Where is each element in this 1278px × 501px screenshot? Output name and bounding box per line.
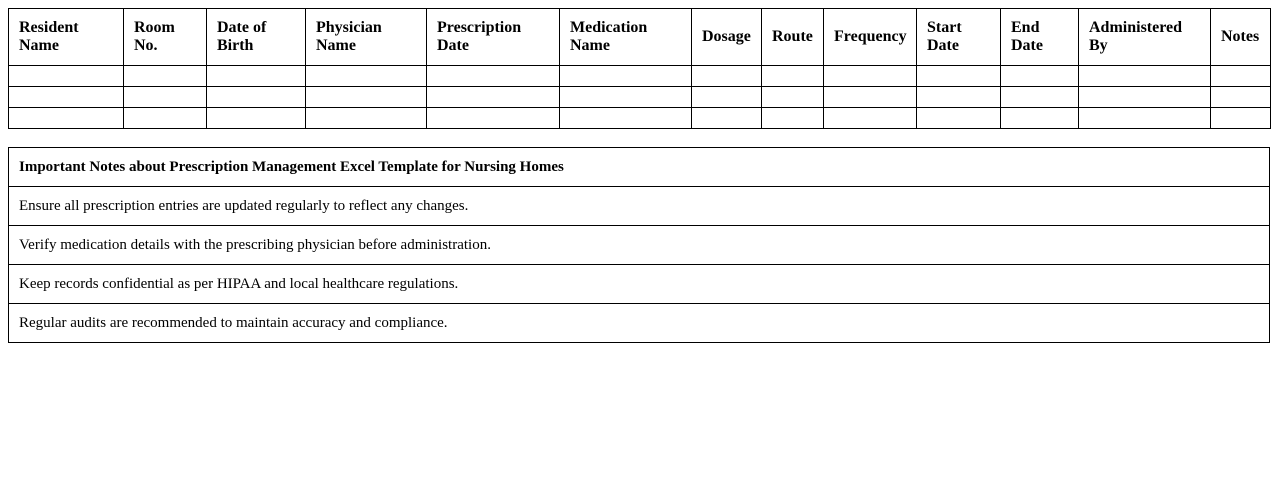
table-cell[interactable] <box>9 87 124 108</box>
notes-table <box>8 147 1270 343</box>
table-cell[interactable] <box>1211 108 1271 129</box>
column-header-medication-name: Medication Name <box>560 9 692 66</box>
table-cell[interactable] <box>1001 108 1079 129</box>
column-header-start-date: Start Date <box>917 9 1001 66</box>
table-cell[interactable] <box>306 108 427 129</box>
note-item: Verify medication details with the prescribing physician before administration. <box>9 226 1270 265</box>
table-cell[interactable] <box>692 66 762 87</box>
table-cell[interactable] <box>560 66 692 87</box>
column-header-frequency: Frequency <box>824 9 917 66</box>
column-header-administered-by: Administered By <box>1079 9 1211 66</box>
table-cell[interactable] <box>917 66 1001 87</box>
table-cell[interactable] <box>306 66 427 87</box>
table-cell[interactable] <box>824 87 917 108</box>
table-cell[interactable] <box>1001 87 1079 108</box>
column-header-date-of-birth: Date of Birth <box>207 9 306 66</box>
table-row <box>9 108 1271 129</box>
table-row <box>9 66 1271 87</box>
table-cell[interactable] <box>762 108 824 129</box>
table-cell[interactable] <box>824 108 917 129</box>
table-cell[interactable] <box>207 66 306 87</box>
table-cell[interactable] <box>560 87 692 108</box>
column-header-route: Route <box>762 9 824 66</box>
table-cell[interactable] <box>1079 87 1211 108</box>
note-row <box>9 226 1270 265</box>
table-cell[interactable] <box>9 66 124 87</box>
table-cell[interactable] <box>762 87 824 108</box>
column-header-dosage: Dosage <box>692 9 762 66</box>
column-header-end-date: End Date <box>1001 9 1079 66</box>
prescription-table <box>8 8 1271 129</box>
table-cell[interactable] <box>824 66 917 87</box>
table-cell[interactable] <box>124 66 207 87</box>
table-cell[interactable] <box>427 87 560 108</box>
note-item: Regular audits are recommended to maintain accuracy and compliance. <box>9 304 1270 343</box>
table-cell[interactable] <box>917 87 1001 108</box>
note-row <box>9 304 1270 343</box>
table-cell[interactable] <box>1079 66 1211 87</box>
table-cell[interactable] <box>207 87 306 108</box>
note-item: Ensure all prescription entries are updated regularly to reflect any changes. <box>9 187 1270 226</box>
column-header-room-no: Room No. <box>124 9 207 66</box>
table-cell[interactable] <box>917 108 1001 129</box>
column-header-prescription-date: Prescription Date <box>427 9 560 66</box>
table-cell[interactable] <box>1211 87 1271 108</box>
table-cell[interactable] <box>124 87 207 108</box>
table-cell[interactable] <box>427 108 560 129</box>
table-cell[interactable] <box>692 87 762 108</box>
table-cell[interactable] <box>124 108 207 129</box>
table-cell[interactable] <box>1079 108 1211 129</box>
table-cell[interactable] <box>306 87 427 108</box>
note-row <box>9 187 1270 226</box>
header-row <box>9 9 1271 66</box>
column-header-notes: Notes <box>1211 9 1271 66</box>
table-cell[interactable] <box>1211 66 1271 87</box>
table-row <box>9 87 1271 108</box>
notes-title-row <box>9 148 1270 187</box>
table-cell[interactable] <box>762 66 824 87</box>
table-cell[interactable] <box>9 108 124 129</box>
notes-title: Important Notes about Prescription Management Excel Template for Nursing Homes <box>9 148 1270 187</box>
table-cell[interactable] <box>1001 66 1079 87</box>
table-cell[interactable] <box>207 108 306 129</box>
table-cell[interactable] <box>560 108 692 129</box>
column-header-physician-name: Physician Name <box>306 9 427 66</box>
note-row <box>9 265 1270 304</box>
table-cell[interactable] <box>692 108 762 129</box>
note-item: Keep records confidential as per HIPAA and local healthcare regulations. <box>9 265 1270 304</box>
column-header-resident-name: Resident Name <box>9 9 124 66</box>
table-cell[interactable] <box>427 66 560 87</box>
